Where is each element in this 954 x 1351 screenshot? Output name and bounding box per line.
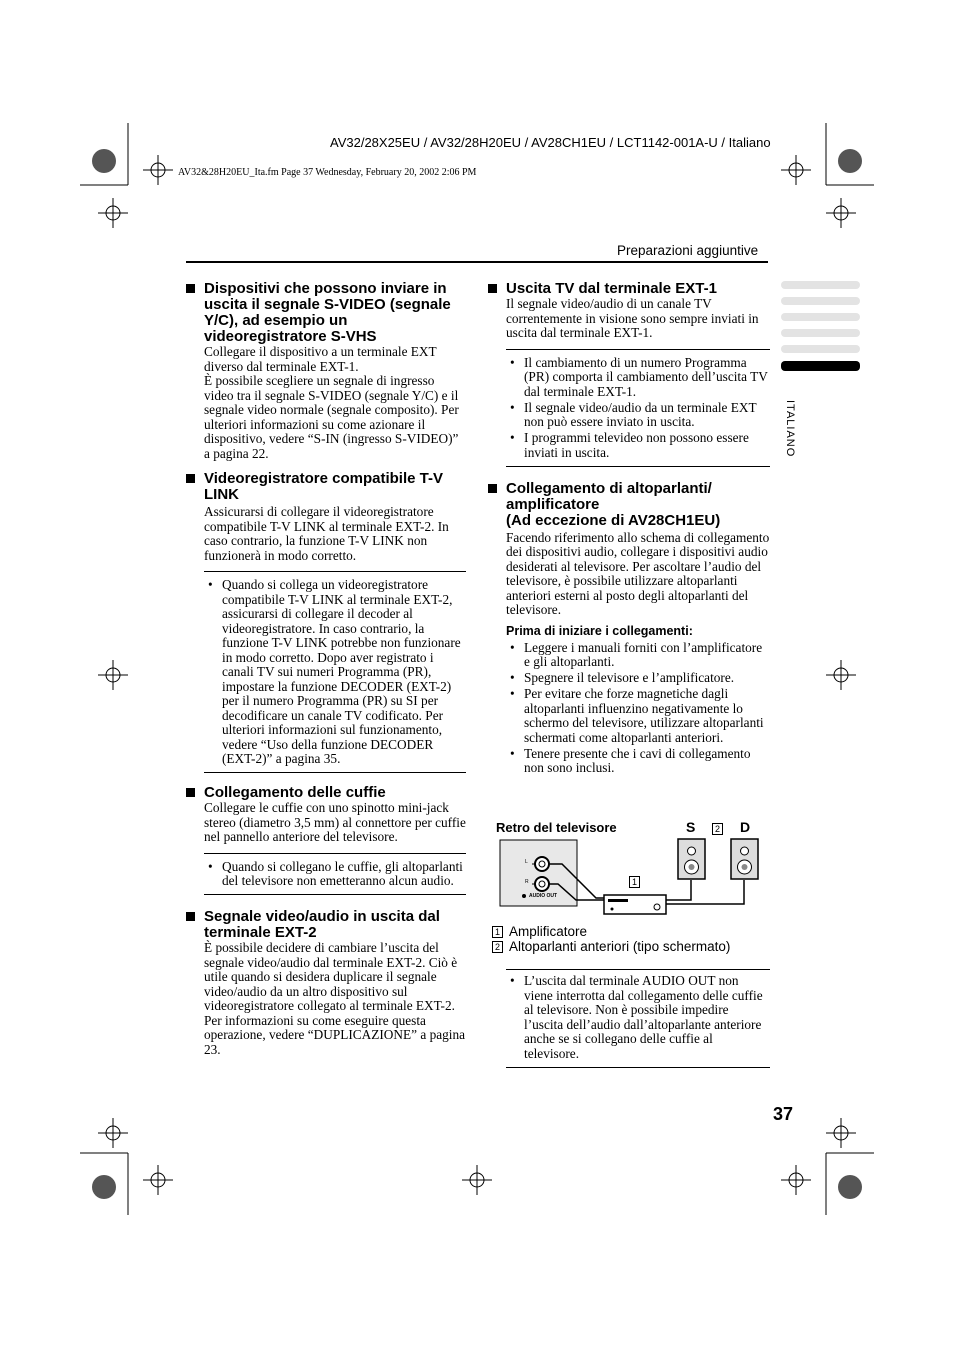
note-box [204,853,466,896]
final-note [488,969,770,1068]
note-item: • Quando si collega un videoregistratore compatibile T-V LINK al terminale EXT-2, assicurarsi di collegare il decoder al videoregistratore. In caso contrario, la funzione T-V LINK potrebbe non funzionare in modo corretto. Dopo aver registrato i canali TV sui numeri Programma (PR), impostare la funzione DECODER (EXT-2) per il numero Programma (PR) su SI per decodificare un canale TV codificato. Per ulteriori informazioni sul funzionamento, vedere “Uso della funzione DECODER (EXT-2)” a pagina 35. [204,578,466,767]
diagram-graphic [496,818,768,922]
jack-label-left: L [525,859,528,865]
section-header: Preparazioni aggiuntive [617,243,759,258]
section-heading: Uscita TV dal terminale EXT-1 [488,281,770,297]
header-rule [186,261,768,263]
page-number: 37 [773,1104,794,1124]
list-item: • Spegnere il televisore e l’amplificatore. [506,671,770,686]
connection-diagram [496,818,768,922]
list-item: • Tenere presente che i cavi di collegamento non sono inclusi. [506,747,770,776]
note-item: • Il segnale video/audio da un terminale EXT non può essere inviato in uscita. [506,401,770,430]
paragraph: Collegare le cuffie con uno spinotto mini-jack stereo (diametro 3,5 mm) al connettore per cuffie nel pannello anteriore del televisore. [204,800,466,844]
note-item: • Il cambiamento di un numero Programma (PR) comporta il cambiamento dell’uscita TV dal terminale EXT-1. [506,356,770,400]
section-heading: Videoregistratore compatibile T-V LINK [186,471,466,503]
audio-out-label: AUDIO OUT [529,893,558,899]
language-tab-label: ITALIANO [784,400,796,458]
paragraph: È possibile decidere di cambiare l’uscita del segnale video/audio dal terminale EXT-2. Ciò è utile quando si desidera duplicare il segnale video/audio da un altro dispositivo sul videoregistratore collegato al terminale EXT-2. Per informazioni su come eseguire questa operazione, vedere “DUPLICAZIONE” a pagina 23. [204,940,466,1057]
note-item: • L’uscita dal terminale AUDIO OUT non viene interrotta dal collegamento delle cuffie al televisore. Non è possibile impedire l’uscita dell’audio dall’altoparlante anteriore anche se si collegano delle cuffie al televisore. [506,974,770,1061]
diagram-label-right: D [740,819,751,835]
legend-item: 2 Altoparlanti anteriori (tipo schermato) [492,939,772,954]
paragraph: Assicurarsi di collegare il videoregistratore compatibile T-V LINK al terminale EXT-2. In caso contrario, la funzione T-V LINK non funzionerà in modo corretto. [204,504,449,563]
file-info-line: AV32&28H20EU_Ita.fm Page 37 Wednesday, February 20, 2002 2:06 PM [178,167,477,178]
right-column [488,281,770,777]
document-models-header: AV32/28X25EU / AV32/28H20EU / AV28CH1EU / LCT1142-001A-U / Italiano [330,135,771,150]
jack-label-right: R [525,879,529,885]
section-heading-sub: (Ad eccezione di AV28CH1EU) [506,511,721,529]
left-column [186,281,466,1057]
diagram-callout-2: 2 [712,823,723,835]
diagram-label-tv: Retro del televisore [496,820,617,835]
diagram-callout-1: 1 [629,876,640,888]
paragraph: Collegare il dispositivo a un terminale EXT diverso dal terminale EXT-1. [204,344,437,374]
paragraph: Il segnale video/audio di un canale TV correntemente in visione sono sempre inviati in uscita dal terminale EXT-1. [506,296,759,340]
note-box [506,349,770,467]
legend-item: 1 Amplificatore [492,924,772,939]
section-heading: Collegamento di altoparlanti/ amplificatore [488,481,770,513]
paragraph: È possibile scegliere un segnale di ingresso video tra il segnale S-VIDEO (segnale Y/C) e il segnale video normale (segnale composito). Per ulteriori informazioni su come azionare il dispositivo, vedere “S-IN (ingresso S-VIDEO)” a pagina 22. [204,373,459,461]
note-box [204,571,466,773]
list-item: • Per evitare che forze magnetiche dagli altoparlanti influenzino negativamente lo schermo del televisore, utilizzare altoparlanti schermati come altoparlanti anteriori. [506,687,770,745]
list-item: • Leggere i manuali forniti con l’amplificatore e gli altoparlanti. [506,641,770,670]
section-heading: Dispositivi che possono inviare in uscita il segnale S-VIDEO (segnale Y/C), ad esempio un videoregistratore S-VHS [186,281,466,345]
section-heading: Segnale video/audio in uscita dal terminale EXT-2 [186,909,466,941]
note-item: • Quando si collegano le cuffie, gli altoparlanti del televisore non emetteranno alcun audio. [204,860,466,889]
diagram-legend [492,924,772,954]
subheading: Prima di iniziare i collegamenti: [506,623,693,638]
paragraph: Facendo riferimento allo schema di collegamento dei dispositivi audio, collegare i dispositivi audio desiderati al televisore. Per ascoltare l’audio del televisore, è possibile utilizzare altoparlanti anteriori esterni al posto degli altoparlanti del televisore. [506,529,770,617]
section-heading: Collegamento delle cuffie [186,785,466,801]
note-box [506,969,770,1068]
diagram-label-left: S [686,819,696,835]
note-item: • I programmi televideo non possono essere inviati in uscita. [506,431,770,460]
